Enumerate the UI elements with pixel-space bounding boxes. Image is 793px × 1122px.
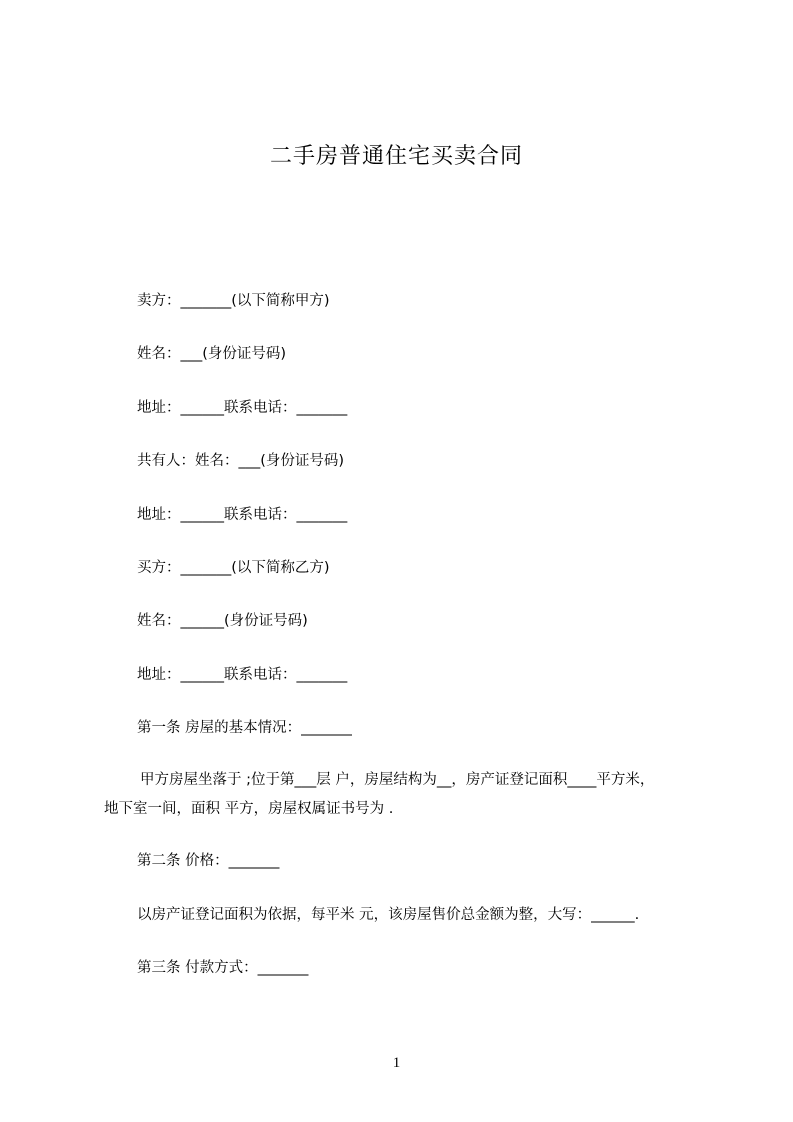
buyer-address-line: 地址：______联系电话：_______	[137, 667, 348, 683]
clause-1-body-line-1: 甲方房屋坐落于 ;位于第___层 户，房屋结构为__，房产证登记面积____平方米，	[140, 772, 655, 788]
clause-1-body-line-2: 地下室一间，面积 平方，房屋权属证书号为 .	[104, 801, 394, 817]
clause-1-heading: 第一条 房屋的基本情况：_______	[137, 720, 352, 736]
buyer-line: 买方：_______(以下简称乙方)	[137, 560, 330, 576]
co-owner-address-line: 地址：______联系电话：_______	[137, 507, 348, 523]
document-title: 二手房普通住宅买卖合同	[269, 144, 523, 169]
clause-2-heading: 第二条 价格：_______	[137, 853, 280, 869]
buyer-name-line: 姓名：______(身份证号码)	[137, 613, 308, 629]
co-owner-name-line: 共有人：姓名：___(身份证号码)	[137, 453, 345, 469]
seller-address-line: 地址：______联系电话：_______	[137, 400, 348, 416]
clause-1-body	[104, 766, 724, 824]
page-number: 1	[392, 1055, 401, 1071]
seller-name-line: 姓名：___(身份证号码)	[137, 346, 287, 362]
clause-2-body: 以房产证登记面积为依据，每平米 元，该房屋售价总金额为整，大写：______.	[137, 907, 640, 923]
seller-line: 卖方：_______(以下简称甲方)	[137, 293, 330, 309]
clause-3-heading: 第三条 付款方式：_______	[137, 960, 309, 976]
